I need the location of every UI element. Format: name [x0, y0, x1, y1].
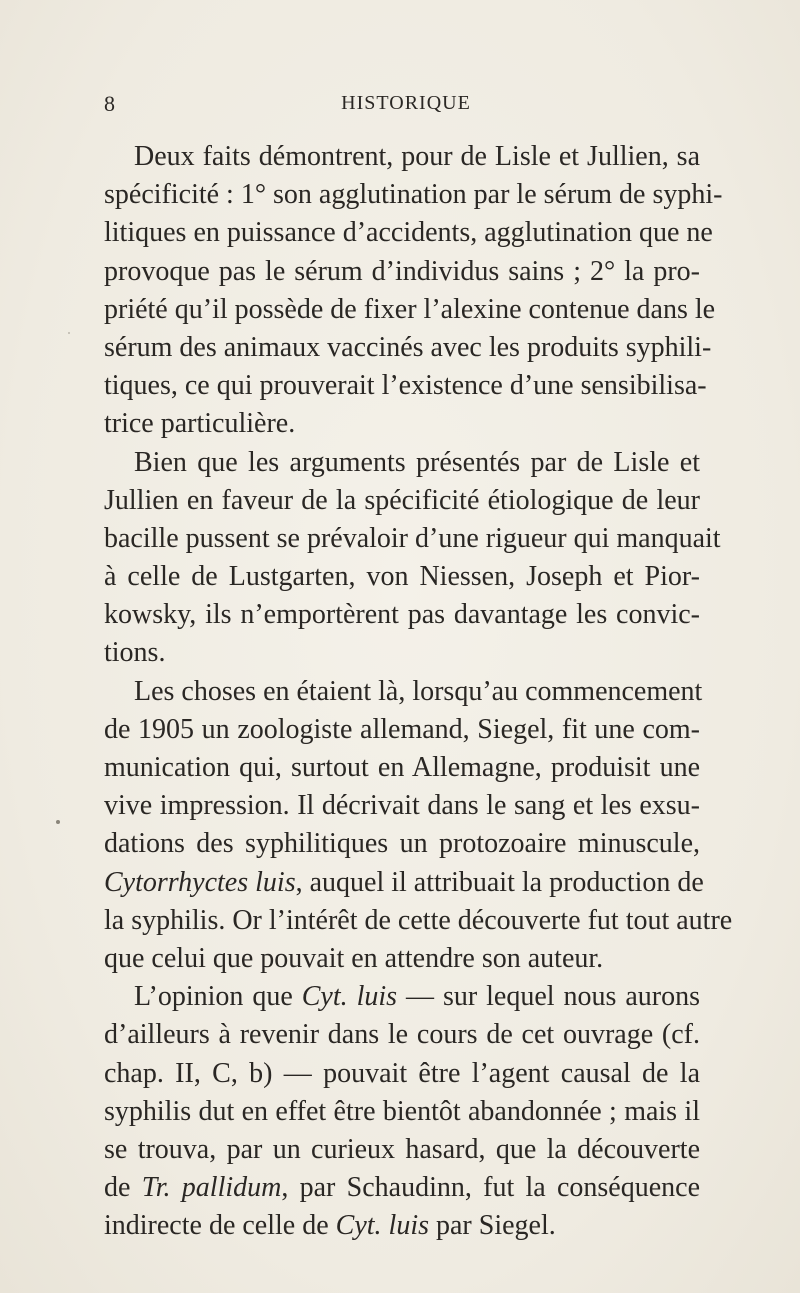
text-line: chap. II, C, b) — pouvait être l’agent causal de la: [104, 1057, 700, 1089]
text-line: Bien que les arguments présentés par de Lisle et: [134, 446, 700, 478]
text-line: spécificité : 1° son agglutination par le sérum de syphi-: [104, 179, 723, 211]
text-line: [104, 1169, 700, 1207]
text-line: Les choses en étaient là, lorsqu’au commencement: [134, 675, 703, 707]
text-segment: , auquel il attribuait la production de: [295, 866, 704, 898]
body-text: [104, 138, 733, 1245]
text-line: priété qu’il possède de fixer l’alexine contenue dans le: [104, 293, 716, 325]
text-segment: indirecte de celle de: [104, 1210, 336, 1242]
text-line: Deux faits démontrent, pour de Lisle et Jullien, sa: [134, 141, 700, 172]
text-line: trice particulière.: [104, 408, 296, 440]
text-segment: — sur lequel nous aurons: [397, 981, 700, 1013]
text-segment: par Siegel.: [429, 1210, 556, 1242]
text-line: kowsky, ils n’emportèrent pas davantage les convic-: [104, 599, 700, 631]
text-line: sérum des animaux vaccinés avec les produits syphili-: [104, 331, 712, 363]
text-line: se trouva, par un curieux hasard, que la découverte: [104, 1133, 700, 1165]
text-line: Jullien en faveur de la spécificité étiologique de leur: [104, 484, 700, 516]
text-line: de 1905 un zoologiste allemand, Siegel, fit une com-: [104, 713, 700, 745]
paper-speck: [56, 820, 60, 824]
italic-term: Tr. pallidum: [141, 1172, 282, 1204]
text-line: syphilis dut en effet être bientôt abandonnée ; mais il: [104, 1095, 700, 1127]
text-line: que celui que pouvait en attendre son auteur.: [104, 942, 604, 974]
text-line: tions.: [104, 637, 166, 669]
text-segment: L’opinion que: [134, 981, 302, 1013]
text-line: provoque pas le sérum d’individus sains ; 2° la pro-: [104, 255, 700, 287]
text-line: dations des syphilitiques un protozoaire minuscule,: [104, 828, 700, 860]
text-line: bacille pussent se prévaloir d’une rigueur qui manquait: [104, 522, 721, 554]
text-line: à celle de Lustgarten, von Niessen, Joseph et Pior-: [104, 561, 700, 593]
text-line: d’ailleurs à revenir dans le cours de cet ouvrage (cf.: [104, 1019, 700, 1051]
page-number: 8: [104, 91, 116, 116]
text-line: vive impression. Il décrivait dans le sang et les exsu-: [104, 790, 700, 822]
text-line: tiques, ce qui prouverait l’existence d’une sensibilisa-: [104, 370, 707, 402]
text-line: [104, 1207, 700, 1245]
italic-term: Cyt. luis: [301, 981, 398, 1013]
running-title: HISTORIQUE: [341, 92, 471, 114]
paper-speck: [68, 332, 70, 334]
text-line: munication qui, surtout en Allemagne, produisit une: [104, 752, 700, 783]
text-line: [104, 864, 704, 902]
running-head: [104, 91, 700, 121]
text-line: la syphilis. Or l’intérêt de cette découverte fut tout autre: [104, 904, 733, 936]
text-line: [104, 978, 700, 1016]
text-segment: , par Schaudinn, fut la conséquence: [281, 1172, 700, 1204]
italic-term: Cytorrhyctes luis: [104, 866, 296, 898]
text-segment: de: [104, 1172, 142, 1204]
text-line: litiques en puissance d’accidents, agglutination que ne: [104, 217, 713, 249]
italic-term: Cyt. luis: [335, 1210, 429, 1242]
